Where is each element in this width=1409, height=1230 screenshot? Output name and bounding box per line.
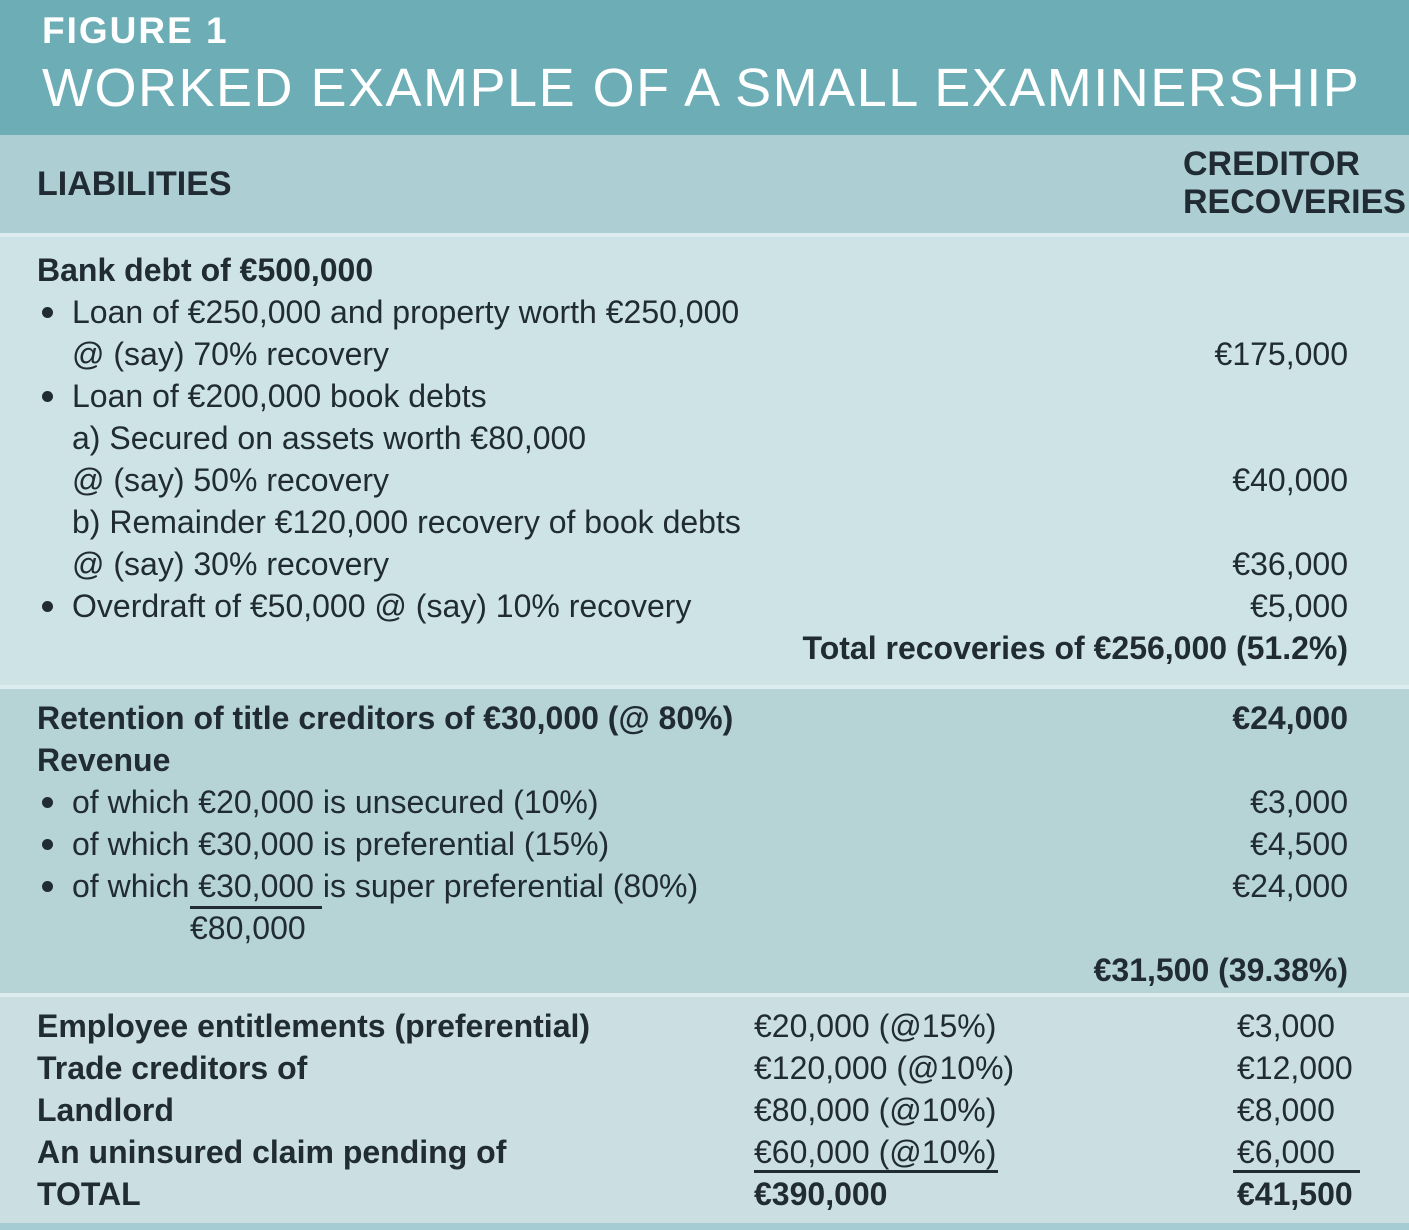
figure-header bbox=[0, 0, 1409, 135]
creditor-claim: €20,000 (@15%) bbox=[754, 1008, 997, 1044]
bottom-edge-strip bbox=[0, 1223, 1409, 1230]
bullet-icon bbox=[42, 601, 53, 612]
revenue-text bbox=[72, 865, 698, 907]
creditor-row bbox=[0, 1131, 1409, 1173]
retention-subtotal: €31,500 (39.38%) bbox=[1093, 952, 1348, 988]
liability-text: Loan of €250,000 and property worth €250,000 bbox=[72, 294, 740, 330]
column-header-band bbox=[0, 135, 1409, 233]
liability-text: b) Remainder €120,000 recovery of book debts bbox=[72, 504, 741, 540]
column-header-liabilities: LIABILITIES bbox=[37, 164, 232, 203]
creditor-row bbox=[0, 1005, 1409, 1047]
recovery-amount: €24,000 bbox=[1232, 868, 1348, 904]
creditor-header-line2: RECOVERIES bbox=[1183, 183, 1406, 221]
recovery-amount: €6,000 bbox=[1233, 1131, 1360, 1173]
liability-row bbox=[0, 375, 1409, 417]
creditor-claim: €60,000 (@10%) bbox=[754, 1131, 998, 1173]
recovery-amount: €3,000 bbox=[1250, 784, 1348, 820]
creditors-total-row bbox=[0, 1173, 1409, 1215]
liability-text: @ (say) 50% recovery bbox=[72, 462, 390, 498]
revenue-text-post: is super preferential (80%) bbox=[313, 868, 699, 904]
recovery-amount: €4,500 bbox=[1250, 826, 1348, 862]
creditor-claim: €120,000 (@10%) bbox=[754, 1050, 1015, 1086]
recovery-amount: €36,000 bbox=[1232, 546, 1348, 582]
liability-row bbox=[0, 501, 1409, 543]
liability-row bbox=[0, 291, 1409, 333]
bullet-icon bbox=[42, 839, 53, 850]
retention-heading-row bbox=[0, 697, 1409, 739]
retention-heading: Retention of title creditors of €30,000 (@ 80%) bbox=[37, 700, 734, 736]
bank-total-row bbox=[0, 627, 1409, 669]
total-recovery-amount: €41,500 bbox=[1237, 1176, 1353, 1212]
total-claim: €390,000 bbox=[754, 1176, 888, 1212]
liability-text: @ (say) 70% recovery bbox=[72, 336, 390, 372]
bank-debt-section bbox=[0, 237, 1409, 685]
recovery-amount: €175,000 bbox=[1214, 336, 1348, 372]
creditor-claim: €80,000 (@10%) bbox=[754, 1092, 997, 1128]
revenue-row bbox=[0, 865, 1409, 907]
bullet-icon bbox=[42, 797, 53, 808]
recovery-amount: €3,000 bbox=[1237, 1008, 1335, 1044]
revenue-sum-amount: €80,000 bbox=[190, 910, 306, 946]
revenue-heading: Revenue bbox=[37, 742, 171, 778]
other-creditors-section bbox=[0, 997, 1409, 1223]
creditor-row bbox=[0, 1089, 1409, 1131]
bank-heading-row bbox=[0, 249, 1409, 291]
retention-subtotal-row bbox=[0, 949, 1409, 991]
revenue-sum-row bbox=[0, 907, 1409, 949]
bank-debt-heading: Bank debt of €500,000 bbox=[37, 252, 374, 288]
revenue-text: of which €20,000 is unsecured (10%) bbox=[72, 784, 599, 820]
bullet-icon bbox=[42, 307, 53, 318]
recovery-amount: €5,000 bbox=[1250, 588, 1348, 624]
liability-row bbox=[0, 543, 1409, 585]
recovery-amount: €8,000 bbox=[1237, 1092, 1335, 1128]
liability-text: a) Secured on assets worth €80,000 bbox=[72, 420, 587, 456]
liability-row bbox=[0, 333, 1409, 375]
revenue-underlined-value: €30,000 bbox=[190, 868, 322, 909]
liability-row bbox=[0, 459, 1409, 501]
retention-revenue-section bbox=[0, 689, 1409, 993]
creditor-label: An uninsured claim pending of bbox=[37, 1134, 507, 1170]
revenue-row bbox=[0, 823, 1409, 865]
liability-text: @ (say) 30% recovery bbox=[72, 546, 390, 582]
liability-text: Overdraft of €50,000 @ (say) 10% recovery bbox=[72, 588, 692, 624]
creditor-header-line1: CREDITOR bbox=[1183, 145, 1360, 183]
creditor-label: Trade creditors of bbox=[37, 1050, 308, 1086]
figure-label: FIGURE 1 bbox=[42, 10, 229, 51]
column-header-creditor-recoveries bbox=[1183, 145, 1409, 223]
liability-row bbox=[0, 417, 1409, 459]
recovery-amount: €24,000 bbox=[1232, 700, 1348, 736]
revenue-text-pre: of which bbox=[72, 868, 199, 904]
bullet-icon bbox=[42, 391, 53, 402]
revenue-row bbox=[0, 781, 1409, 823]
creditor-label: Landlord bbox=[37, 1092, 174, 1128]
creditor-row bbox=[0, 1047, 1409, 1089]
revenue-text: of which €30,000 is preferential (15%) bbox=[72, 826, 610, 862]
revenue-heading-row bbox=[0, 739, 1409, 781]
total-label: TOTAL bbox=[37, 1176, 141, 1212]
bullet-icon bbox=[42, 881, 53, 892]
recovery-amount: €40,000 bbox=[1232, 462, 1348, 498]
liability-row bbox=[0, 585, 1409, 627]
bank-total-recoveries: Total recoveries of €256,000 (51.2%) bbox=[802, 630, 1348, 666]
liability-text: Loan of €200,000 book debts bbox=[72, 378, 487, 414]
figure-title: WORKED EXAMPLE OF A SMALL EXAMINERSHIP bbox=[42, 58, 1361, 118]
creditor-label: Employee entitlements (preferential) bbox=[37, 1008, 591, 1044]
recovery-amount: €12,000 bbox=[1237, 1050, 1353, 1086]
